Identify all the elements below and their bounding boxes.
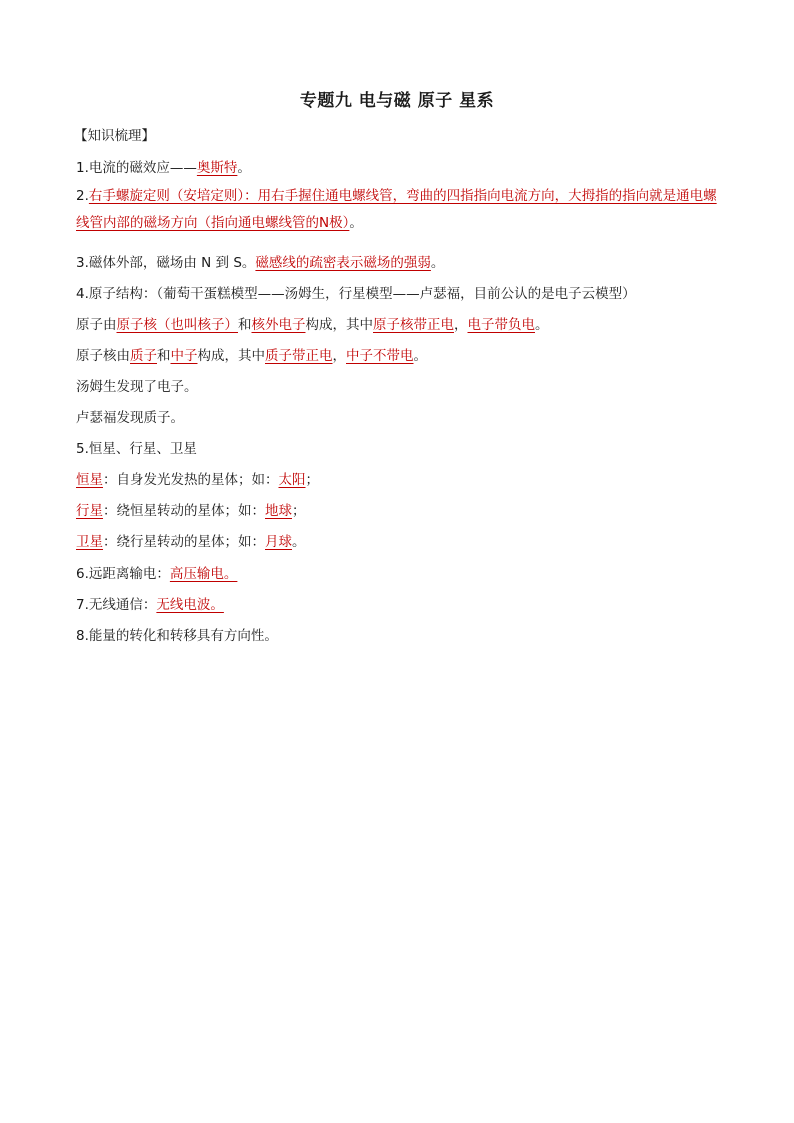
planet-definition [76, 499, 306, 519]
answer: 质子 [130, 348, 157, 364]
text: ：绕行星转动的星体；如： [103, 534, 265, 550]
text: 原子核由 [76, 348, 130, 364]
answer: 原子核（也叫核子） [116, 317, 238, 333]
text: 。 [430, 255, 445, 271]
text: 2. [76, 188, 89, 204]
text: ：自身发光发热的星体；如： [103, 472, 279, 488]
answer: 奥斯特 [196, 160, 238, 176]
answer: 中子 [170, 348, 198, 364]
text: ：绕恒星转动的星体；如： [103, 503, 265, 519]
answer: 行星 [76, 503, 103, 519]
text: 4.原子结构：（葡萄干蛋糕模型——汤姆生，行星模型——卢瑟福，目前公认的是电子云模型） [76, 286, 636, 302]
item-3 [76, 251, 444, 271]
text: 7.无线通信： [76, 597, 157, 613]
item-5 [76, 437, 197, 457]
answer: 原子核带正电 [373, 317, 454, 333]
answer: 核外电子 [251, 317, 306, 333]
answer: 恒星 [76, 472, 103, 488]
text: 。 [349, 215, 363, 231]
atom-composition [76, 313, 549, 333]
text: 6.远距离输电： [76, 566, 170, 582]
answer: 地球 [265, 503, 292, 519]
thomson-note [76, 375, 198, 395]
section-heading: 【知识梳理】 [74, 128, 155, 144]
text: 卢瑟福发现质子。 [76, 410, 184, 426]
text: 5.恒星、行星、卫星 [76, 441, 197, 457]
text: ； [305, 472, 319, 488]
text: 和 [238, 317, 252, 333]
text: 1.电流的磁效应—— [76, 160, 197, 176]
item-4 [76, 282, 636, 302]
answer: 月球 [265, 534, 292, 550]
item-7 [76, 593, 224, 613]
nucleus-composition [76, 344, 427, 364]
answer: 右手螺旋定则（安培定则）：用右手握住通电螺线管，弯曲的四指指向电流方向，大拇指的指向就是通电螺线管内部的磁场方向（指向通电螺线管的N极） [76, 188, 717, 231]
answer: 高压输电。 [169, 566, 238, 582]
text: 8.能量的转化和转移具有方向性。 [76, 628, 278, 644]
text: 和 [157, 348, 171, 364]
answer: 太阳 [278, 472, 306, 488]
item-8 [76, 624, 278, 644]
text: 。 [292, 534, 306, 550]
text: 。 [237, 160, 251, 176]
star-definition [76, 468, 319, 488]
text: 构成，其中 [197, 348, 265, 364]
text: 3.磁体外部，磁场由 N 到 S。 [76, 255, 256, 271]
text: 。 [535, 317, 549, 333]
text: 。 [413, 348, 427, 364]
answer: 无线电波。 [156, 597, 224, 613]
answer: 中子不带电 [346, 348, 414, 364]
answer: 电子带负电 [467, 317, 535, 333]
page-title: 专题九 电与磁 原子 星系 [299, 91, 495, 111]
answer: 质子带正电 [265, 348, 333, 364]
text: ， [332, 348, 346, 364]
satellite-definition [76, 530, 306, 550]
item-6 [76, 562, 237, 582]
text: ； [292, 503, 306, 519]
text: 原子由 [76, 317, 117, 333]
item-2 [76, 183, 724, 237]
rutherford-note [76, 406, 184, 426]
text: 构成，其中 [305, 317, 373, 333]
text: 汤姆生发现了电子。 [76, 379, 198, 395]
answer: 磁感线的疏密表示磁场的强弱 [255, 255, 431, 271]
item-1 [76, 156, 251, 176]
text: ， [454, 317, 468, 333]
answer: 卫星 [76, 534, 103, 550]
